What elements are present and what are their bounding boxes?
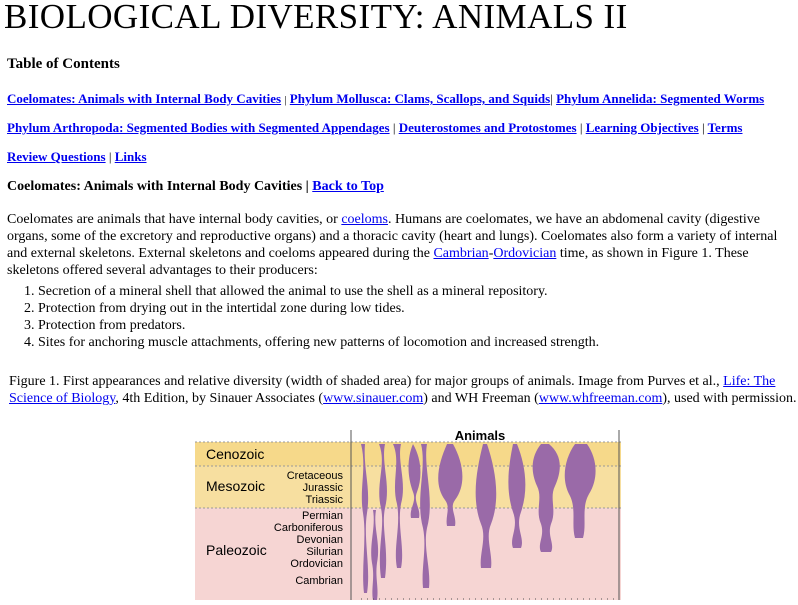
section-heading-separator: |: [305, 179, 309, 194]
list-item: 1. Secretion of a mineral shell that allowed the animal to use the shell as a mineral repository.: [38, 283, 599, 300]
toc-row-1: [7, 90, 764, 109]
intro-paragraph: [7, 211, 797, 279]
toc-link-review-questions[interactable]: Review Questions: [7, 149, 106, 164]
coeloms-link[interactable]: coeloms: [341, 212, 388, 227]
caption-text-3: ) and WH Freeman (: [423, 391, 539, 406]
period-cambrian: Cambrian: [295, 575, 343, 587]
section-heading-text: Coelomates: Animals with Internal Body Cavities: [7, 179, 303, 194]
sinauer-link[interactable]: www.sinauer.com: [323, 391, 424, 406]
freeman-link[interactable]: www.whfreeman.com: [538, 391, 663, 406]
book-link[interactable]: Life: The Science of Biology: [9, 374, 776, 406]
period-ordovician: Ordovician: [290, 558, 343, 570]
period-silurian: Silurian: [306, 546, 343, 558]
toc-separator: |: [392, 120, 396, 135]
para-text-3: time, as shown in Figure 1. These skeletons offered several advantages to their producers:: [7, 246, 749, 278]
toc-link-links[interactable]: Links: [114, 149, 147, 164]
figure-caption: [9, 373, 797, 407]
toc-link-terms[interactable]: Terms: [707, 120, 743, 135]
para-text-2: . Humans are coelomates, we have an abdomenal cavity (digestive organs, some of the excretory and reproductive organs) and a thoracic cavity (heart and lungs). Coelomates also form a variety of internal and external skeletons. External skeletons and coeloms appeared during the: [7, 212, 778, 261]
toc-separator: |: [701, 120, 705, 135]
toc-separator: |: [108, 149, 112, 164]
animals-figure: [195, 428, 621, 600]
toc-heading: Table of Contents: [7, 56, 120, 72]
caption-text-4: ), used with permission.: [662, 391, 797, 406]
para-text-1: Coelomates are animals that have internal body cavities, or: [7, 212, 342, 227]
era-cenozoic: Cenozoic: [206, 446, 265, 462]
caption-text-2: , 4th Edition, by Sinauer Associates (: [115, 391, 324, 406]
period-carboniferous: Carboniferous: [273, 522, 343, 534]
era-paleozoic: Paleozoic: [206, 542, 267, 558]
cambrian-link[interactable]: Cambrian: [433, 246, 489, 261]
list-item: 3. Protection from predators.: [38, 317, 599, 334]
toc-row-3: [7, 148, 147, 165]
period-jurassic: Jurassic: [302, 482, 343, 494]
period-devonian: Devonian: [296, 534, 343, 546]
ordovician-link[interactable]: Ordovician: [493, 246, 557, 261]
era-mesozoic: Mesozoic: [206, 478, 266, 494]
period-cretaceous: Cretaceous: [286, 470, 343, 482]
list-item: 2. Protection from drying out in the intertidal zone during low tides.: [38, 300, 599, 317]
toc-link-mollusca[interactable]: Phylum Mollusca: Clams, Scallops, and Squids: [289, 91, 551, 106]
toc-link-deuterostomes[interactable]: Deuterostomes and Protostomes: [398, 120, 577, 135]
toc-link-annelida[interactable]: Phylum Annelida: Segmented Worms: [556, 91, 765, 106]
caption-text-1: Figure 1. First appearances and relative diversity (width of shaded area) for major groups of animals. Image from Purves et al.,: [9, 374, 724, 389]
toc-separator: |: [284, 94, 287, 106]
toc-separator: |: [550, 91, 553, 106]
animals-diagram: [195, 428, 621, 600]
toc-link-coelomates[interactable]: Coelomates: Animals with Internal Body Cavities: [7, 91, 282, 106]
list-item: 4. Sites for anchoring muscle attachments, offering new patterns of locomotion and increased strength.: [38, 334, 599, 351]
section-heading: [7, 178, 384, 195]
period-permian: Permian: [302, 510, 343, 522]
toc-link-learning-objectives[interactable]: Learning Objectives: [585, 120, 699, 135]
toc-link-arthropoda[interactable]: Phylum Arthropoda: Segmented Bodies with Segmented Appendages: [7, 120, 390, 135]
page-title: BIOLOGICAL DIVERSITY: ANIMALS II: [4, 0, 628, 36]
para-dash: -: [488, 246, 494, 261]
figure-header: Animals: [454, 428, 506, 443]
advantages-list: [0, 283, 599, 351]
back-to-top-link[interactable]: Back to Top: [312, 179, 384, 194]
period-triassic: Triassic: [305, 494, 343, 506]
toc-row-2: [7, 119, 742, 136]
toc-separator: |: [579, 120, 583, 135]
